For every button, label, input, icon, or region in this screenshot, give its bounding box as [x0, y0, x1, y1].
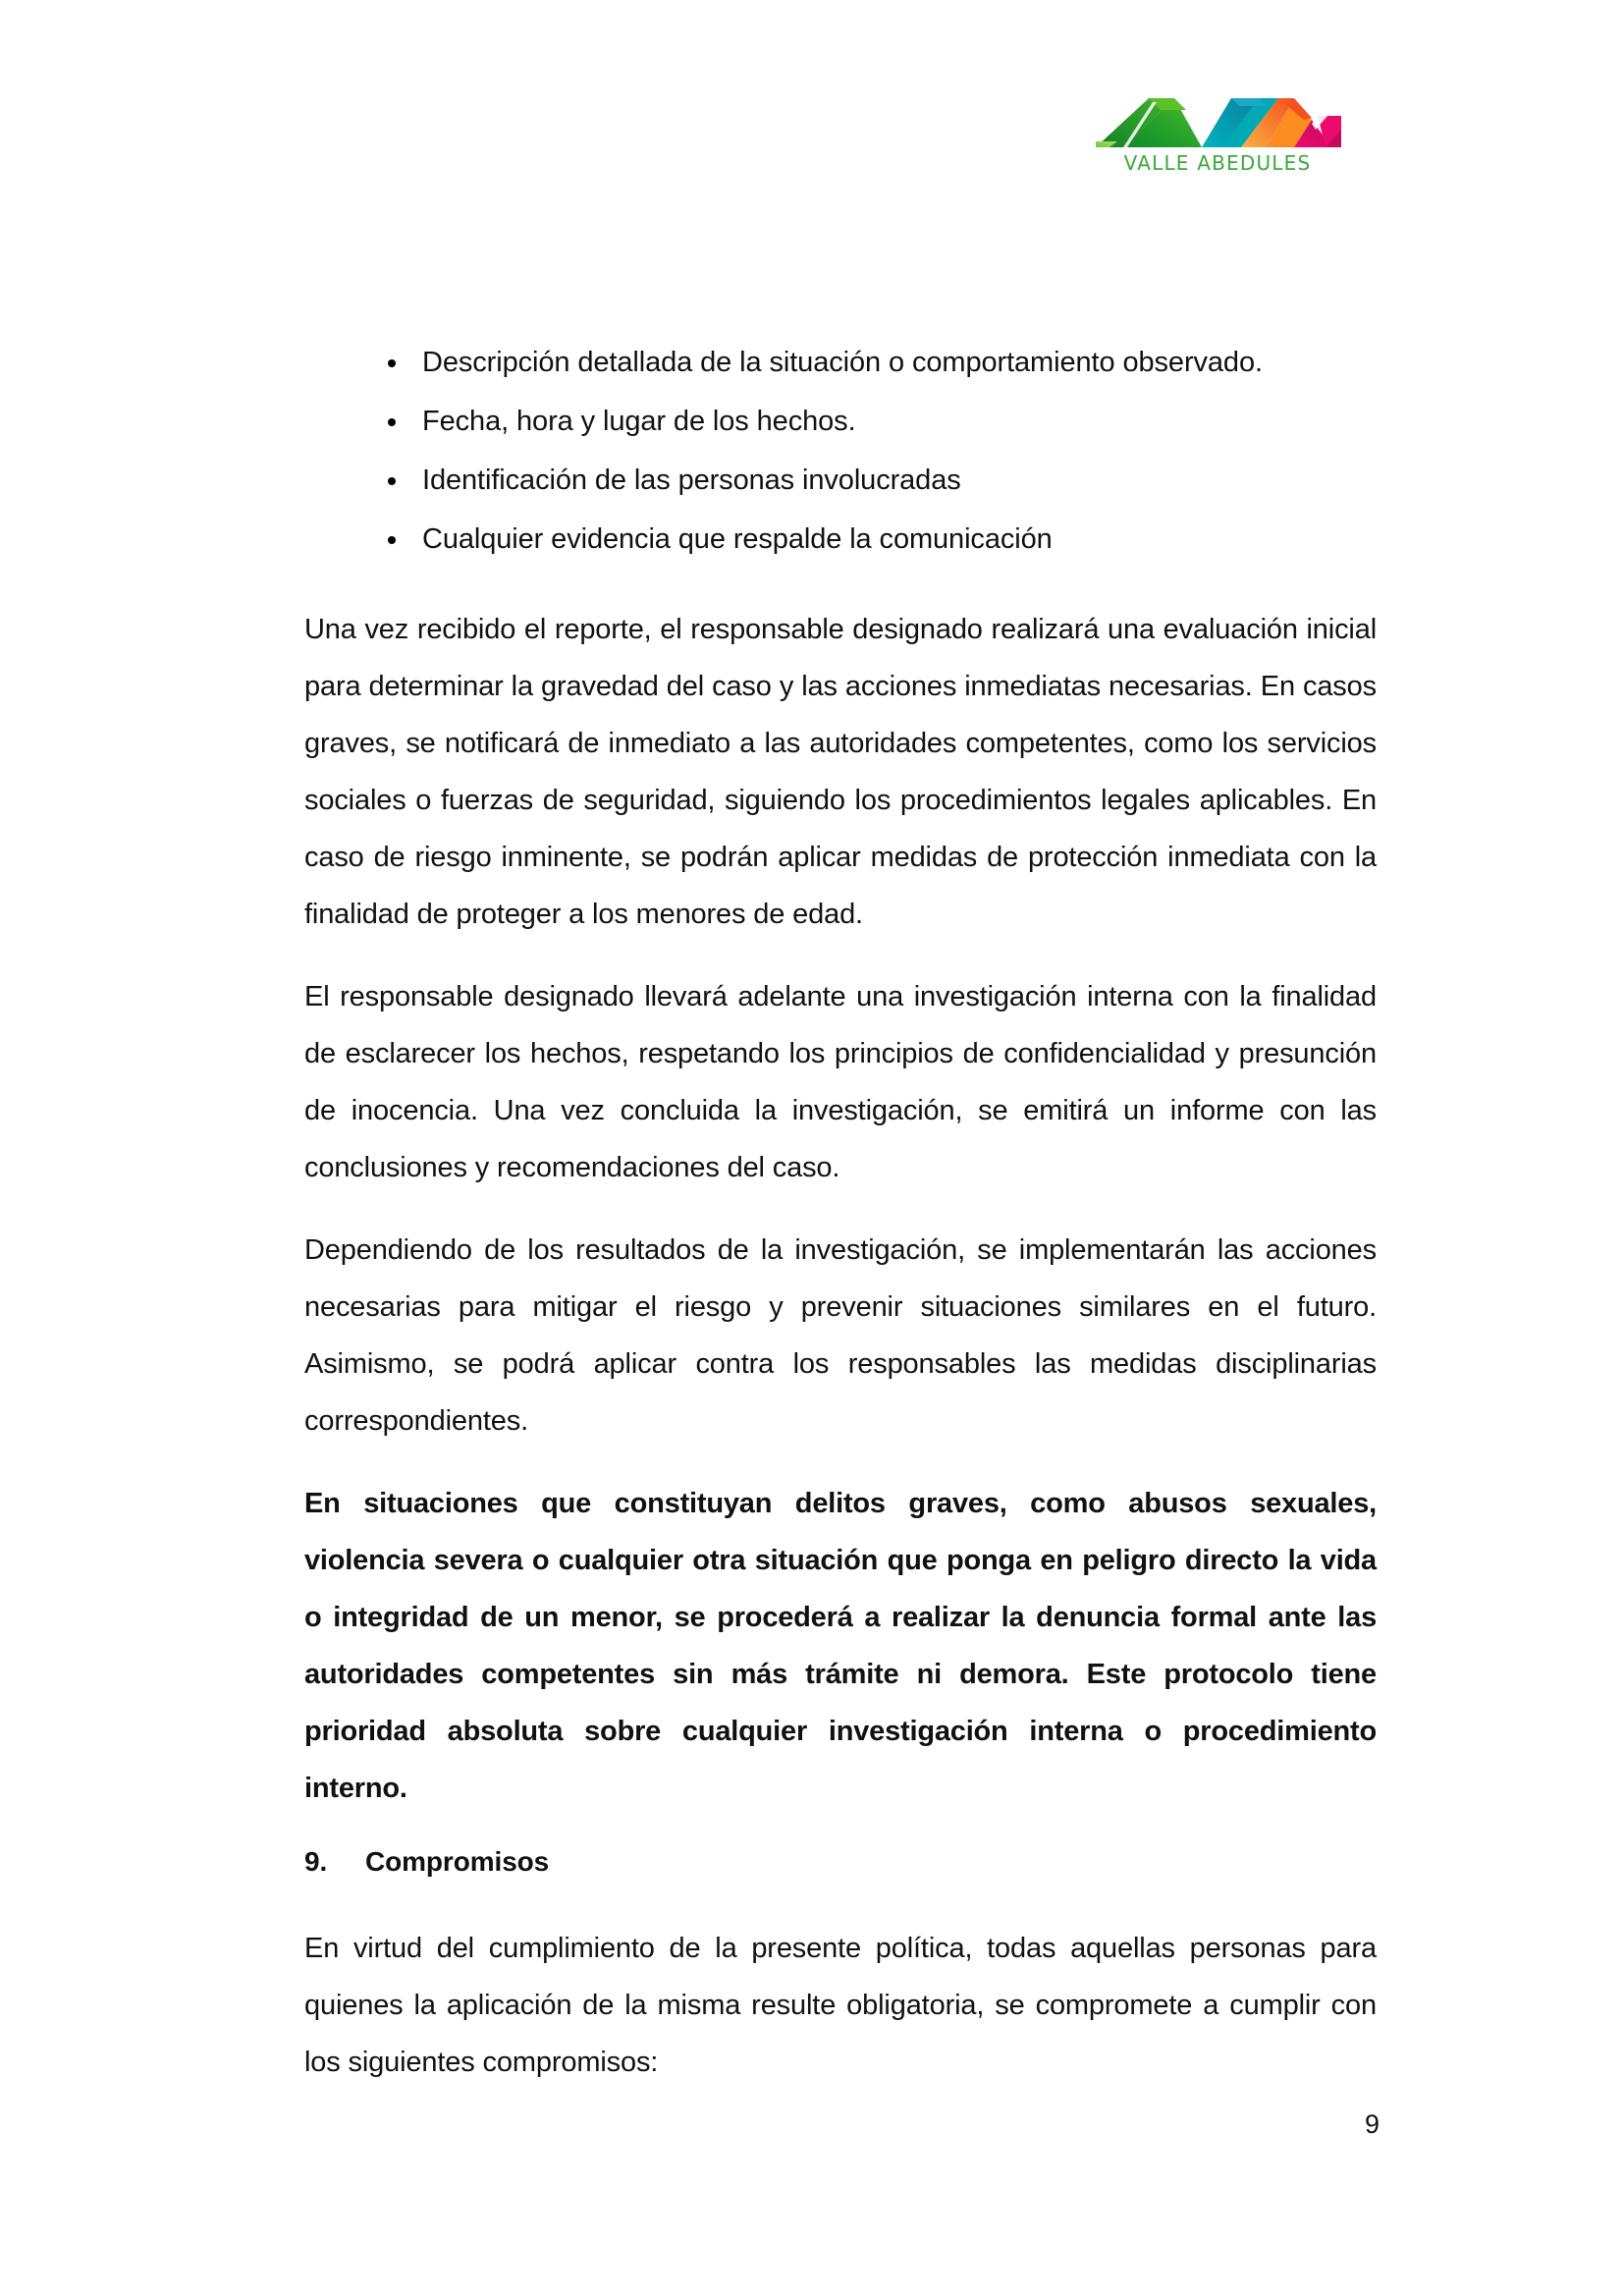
paragraph-evaluacion-inicial: Una vez recibido el reporte, el responsable designado realizará una evaluación inicial para determinar la gravedad del caso y las acciones inmediatas necesarias. En casos graves, se notificará de inmediato a las autoridades competentes, como los servicios sociales o fuerzas de seguridad, siguiendo los procedimientos legales aplicables. En caso de riesgo inminente, se podrán aplicar medidas de protección inmediata con la finalidad de proteger a los menores de edad. — [304, 614, 1377, 930]
paragraph-investigacion-interna: El responsable designado llevará adelante una investigación interna con la finalidad de esclarecer los hechos, respetando los principios de confidencialidad y presunción de inocencia. Una vez concluida la investigación, se emitirá un informe con las conclusiones y recomendaciones del caso. — [304, 981, 1377, 1183]
list-item-text: Identificación de las personas involucradas — [422, 465, 961, 496]
bullet-dot-icon — [388, 359, 396, 367]
list-item — [304, 408, 1377, 436]
requirements-bullet-list — [304, 349, 1377, 584]
list-item-text: Cualquier evidencia que respalde la comunicación — [422, 523, 1053, 555]
list-item-text: Descripción detallada de la situación o comportamiento observado. — [422, 347, 1263, 378]
valle-abedules-logo — [1084, 90, 1351, 173]
logo-mark-icon — [1084, 90, 1351, 149]
bullet-dot-icon — [388, 477, 396, 485]
page-number: 9 — [1364, 2109, 1380, 2139]
section-heading-compromisos — [304, 1846, 1377, 1878]
list-item — [304, 349, 1377, 377]
section-title: Compromisos — [365, 1846, 550, 1877]
list-item-text: Fecha, hora y lugar de los hechos. — [422, 406, 856, 437]
paragraph-group — [304, 601, 1377, 1842]
paragraph-compromisos-intro: En virtud del cumplimiento de la presente política, todas aquellas personas para quienes la aplicación de la misma resulte obligatoria, se compromete a cumplir con los siguientes compromisos: — [304, 1933, 1377, 2078]
logo-wordmark: VALLE ABEDULES — [1123, 151, 1312, 175]
section-number: 9. — [304, 1846, 328, 1877]
paragraph-delitos-graves-bold: En situaciones que constituyan delitos graves, como abusos sexuales, violencia severa o cualquier otra situación que ponga en peligro directo la vida o integridad de un menor, se procederá a realizar la denuncia formal ante las autoridades competentes sin más trámite ni demora. Este protocolo tiene prioridad absoluta sobre cualquier investigación interna o procedimiento interno. — [304, 1488, 1377, 1804]
closing-paragraph-group — [304, 1920, 1377, 2116]
bullet-dot-icon — [388, 418, 396, 426]
list-item — [304, 525, 1377, 554]
list-item — [304, 466, 1377, 495]
bullet-dot-icon — [388, 536, 396, 544]
paragraph-acciones-mitigacion: Dependiendo de los resultados de la investigación, se implementarán las acciones necesarias para mitigar el riesgo y prevenir situaciones similares en el futuro. Asimismo, se podrá aplicar contra los responsables las medidas disciplinarias correspondientes. — [304, 1234, 1377, 1437]
